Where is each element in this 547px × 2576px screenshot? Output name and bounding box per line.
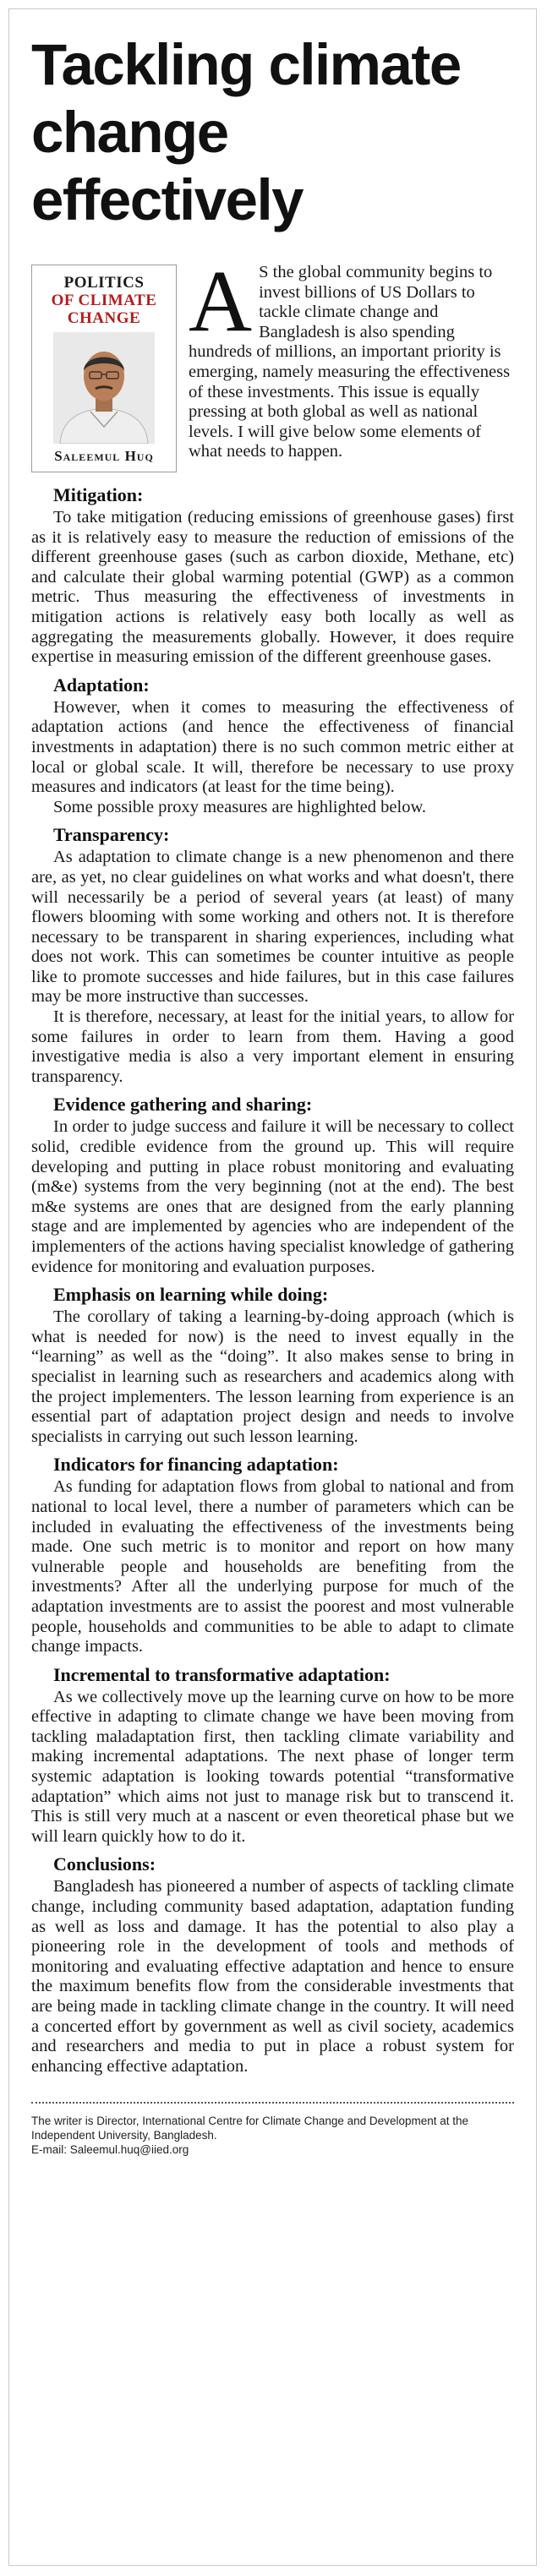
lead-block — [31, 259, 514, 478]
section-heading: Conclusions: — [53, 1853, 156, 1875]
body-paragraph: Some possible proxy measures are highlighted below. — [53, 797, 427, 816]
drop-cap: A — [189, 259, 253, 350]
body-paragraph: In order to judge success and failure it will be necessary to collect solid, credible evidence from the ground up. This will require developing and putting in place robust monitoring and evaluating (m&e) systems from the very beginning (not at the end). The best m&e systems are ones that are designed from the early planning stage and are implemented by agencies who are independent of the implementers of the actions having specialist knowledge of gathering evidence for monitoring and evaluation purposes. — [31, 1117, 514, 1276]
footer-rule — [31, 2102, 514, 2104]
body-paragraph: To take mitigation (reducing emissions of greenhouse gases) first as it is relatively easy to measure the reduction of emissions of the different greenhouse gases (such as carbon dioxide, Methane, etc) and calculate their global warming potential (GWP) as a common metric. Thus measuring the effectiveness of investments in mitigation actions is relatively easy both locally as well as aggregating the measurements globally. However, it does require expertise in measuring emission of the different greenhouse gases. — [31, 508, 514, 667]
body-paragraph: It is therefore, necessary, at least for the initial years, to allow for some failures in order to learn from them. Having a good investigative media is also a very important element in ensuring transparency. — [31, 1007, 514, 1086]
section-heading: Emphasis on learning while doing: — [53, 1284, 329, 1306]
section-heading: Adaptation: — [53, 674, 150, 696]
author-portrait — [53, 332, 155, 444]
column-title-line-2: OF CLIMATE — [51, 292, 157, 309]
column-title-line-3: CHANGE — [67, 309, 141, 327]
body-paragraph: Bangladesh has pioneered a number of aspects of tackling climate change, including community based adaptation, adaptation funding as well as loss and damage. It has the potential to also play a pioneering role in the development of tools and methods of monitoring and evaluating effective adaptation and hence to ensure the maximum benefits flow from the considerable investments that are being made in tackling climate change in the country. It will need a concerted effort by government as well as civil society, academics and researchers and media to put in place a robust system for enhancing effective adaptation. — [31, 1877, 514, 2076]
body-paragraph: As funding for adaptation flows from global to national and from national to local level, there a number of parameters which can be included in evaluating the effectiveness of the investments being made. One such metric is to monitor and report on how many vulnerable people and households are benefiting from the investments? After all the underlying purpose for much of the adaptation investments are to assist the poorest and most vulnerable people, households and communities to be able to adapt to climate change impacts. — [31, 1477, 514, 1656]
body-paragraph: As we collectively move up the learning curve on how to be more effective in adapting to climate change we have been moving from tackling maladaptation first, then tackling climate variability and making incremental adaptations. The next phase of longer term systemic adaptation is looking towards potential “transformative adaptation” which aims not just to manage risk but to transcend it. This is still very much at a nascent or even theoretical phase but we will learn quickly how to do it. — [31, 1687, 514, 1846]
article-sections — [31, 484, 514, 2077]
section-heading: Incremental to transformative adaptation: — [53, 1663, 391, 1685]
article-body — [9, 9, 536, 2157]
author-name: Saleemul Huq — [54, 448, 154, 464]
body-paragraph: However, when it comes to measuring the effectiveness of adaptation actions (and hence the effectiveness of financial investments in adaptation) there is no such common metric either at local or global scale. It will, therefore be necessary to use proxy measures and indicators (at least for the time being). — [31, 697, 514, 797]
newspaper-column — [8, 8, 537, 2566]
body-paragraph: As adaptation to climate change is a new phenomenon and there are, as yet, no clear guidelines on what works and what doesn't, there will necessarily be a period of several years (at least) of many flowers blooming with some working and others not. It is therefore necessary to be transparent in sharing experiences, including what does not work. This can sometimes be counter intuitive as people like to promote successes and hide failures, but in this case failures may be more instructive than successes. — [31, 848, 514, 1007]
section-heading: Mitigation: — [53, 484, 144, 505]
column-title — [32, 265, 176, 327]
headline-line-1: Tackling climate — [31, 32, 461, 97]
author-footnote — [31, 2114, 514, 2157]
section-heading: Indicators for financing adaptation: — [53, 1454, 339, 1476]
headline-line-2: change effectively — [31, 100, 304, 232]
section-heading: Transparency: — [53, 824, 170, 846]
section-heading: Evidence gathering and sharing: — [53, 1094, 313, 1116]
footnote-email: E-mail: Saleemul.huq@iied.org — [31, 2143, 189, 2157]
byline-box — [31, 265, 177, 472]
column-title-line-1: POLITICS — [63, 274, 145, 292]
lead-paragraph: S the global community begins to invest billions of US Dollars to tackle climate change and Bangladesh is also spending hundreds of millions, an important priority is emerging, namely measuring the effectiveness of these investments. This issue is equally pressing at both global as well as national levels. I will give below some elements of what needs to happen. — [189, 263, 511, 461]
headline — [31, 31, 514, 234]
footnote-affiliation: The writer is Director, International Centre for Climate Change and Development at the Independent University, Bangladesh. — [31, 2115, 469, 2142]
body-paragraph: The corollary of taking a learning-by-doing approach (which is what is needed for now) is the need to invest equally in the “learning” as well as the “doing”. It also makes sense to bring in specialist in learning such as researchers and academics along with the project implementers. The lesson learning from experience is an essential part of adaptation project design and needs to involve specialists in carrying out such lesson learning. — [31, 1307, 514, 1446]
